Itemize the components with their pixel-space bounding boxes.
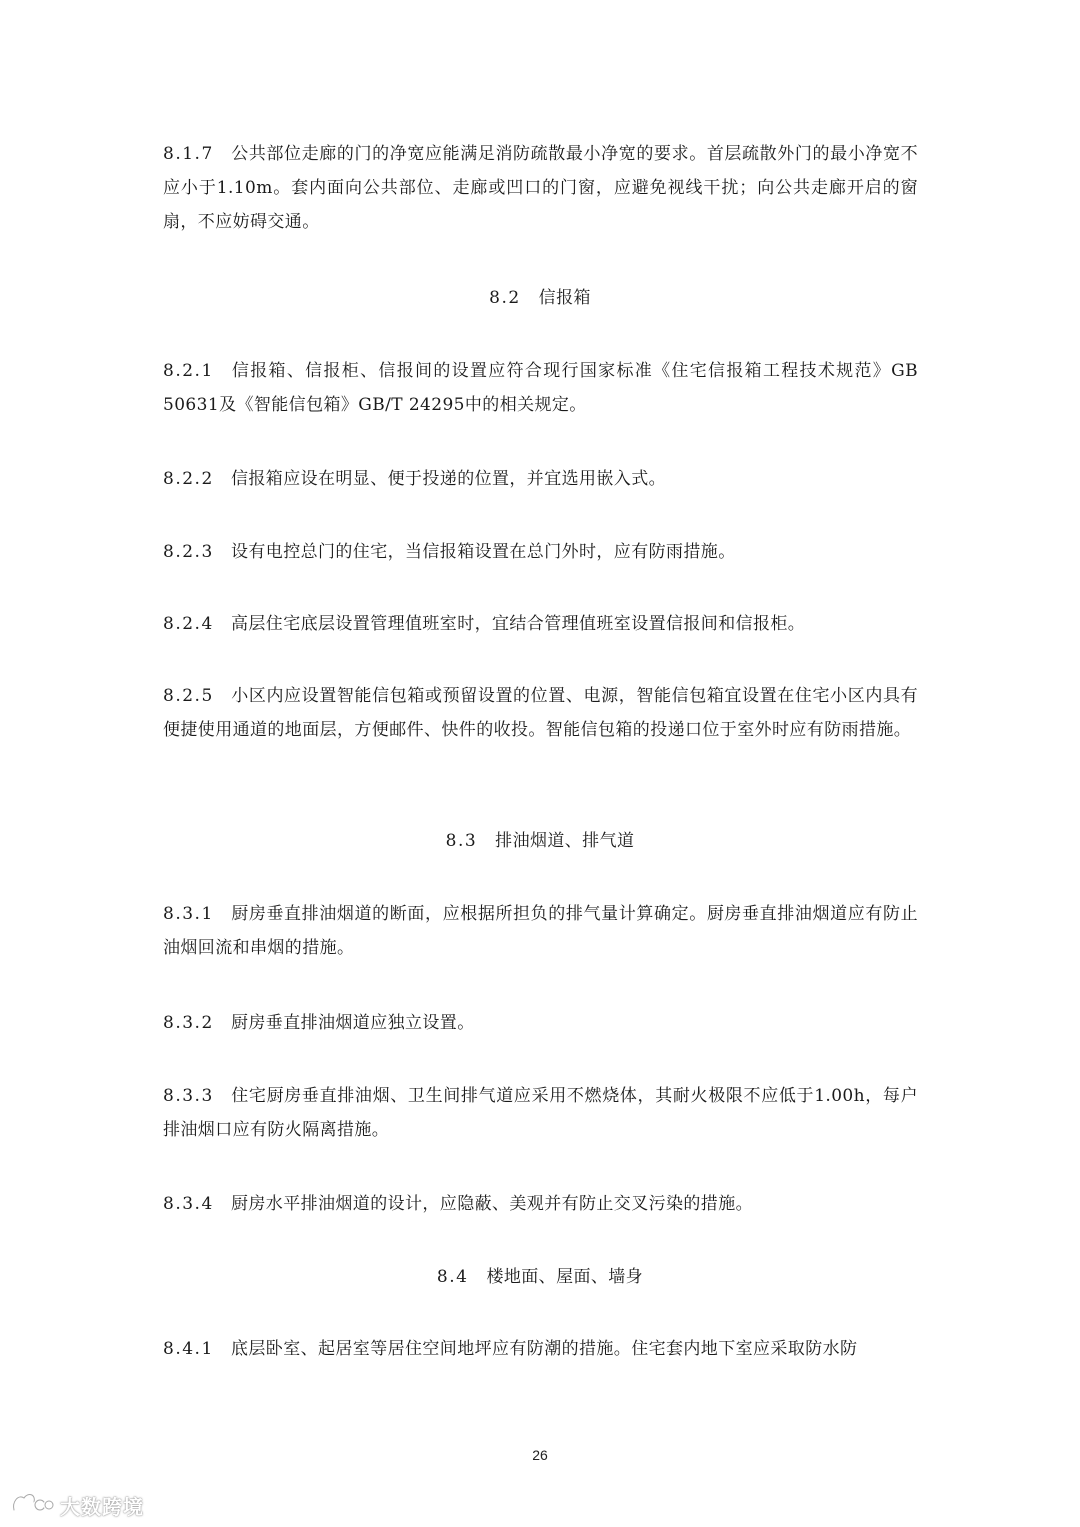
clause-number: 8.3.1 (163, 904, 214, 924)
watermark-text: 大数跨境 (60, 1494, 144, 1519)
section-heading-8-3 (0, 824, 1080, 858)
logo-icon (10, 1490, 54, 1520)
section-number: 8.4 (436, 1267, 469, 1287)
section-heading-8-2 (0, 281, 1080, 315)
clause-text: 信报箱应设在明显、便于投递的位置，并宜选用嵌入式。 (231, 469, 666, 489)
clause-text: 厨房水平排油烟道的设计，应隐蔽、美观并有防止交叉污染的措施。 (231, 1194, 753, 1214)
clause-number: 8.2.3 (163, 542, 214, 562)
clause-number: 8.2.5 (163, 686, 214, 706)
clause-8-1-7 (163, 137, 918, 239)
clause-text: 高层住宅底层设置管理值班室时，宜结合管理值班室设置信报间和信报柜。 (231, 614, 806, 634)
clause-number: 8.3.3 (163, 1086, 214, 1106)
clause-number: 8.4.1 (163, 1339, 214, 1359)
clause-8-3-4 (163, 1187, 918, 1221)
section-title: 楼地面、屋面、墙身 (486, 1267, 644, 1287)
watermark (10, 1490, 144, 1520)
section-title: 排油烟道、排气道 (495, 831, 635, 851)
clause-8-2-1 (163, 354, 918, 422)
page-number: 26 (532, 1447, 548, 1463)
section-title: 信报箱 (538, 288, 591, 308)
clause-8-2-5 (163, 679, 918, 747)
clause-8-2-4 (163, 607, 918, 641)
clause-text: 设有电控总门的住宅，当信报箱设置在总门外时，应有防雨措施。 (231, 542, 736, 562)
clause-8-2-2 (163, 462, 918, 496)
clause-8-3-2 (163, 1006, 918, 1040)
clause-number: 8.2.2 (163, 469, 214, 489)
clause-text: 厨房垂直排油烟道应独立设置。 (231, 1013, 475, 1033)
section-heading-8-4 (0, 1260, 1080, 1294)
clause-8-4-1 (163, 1332, 918, 1366)
clause-8-3-1 (163, 897, 918, 965)
clause-number: 8.1.7 (163, 144, 214, 164)
clause-text: 公共部位走廊的门的净宽应能满足消防疏散最小净宽的要求。首层疏散外门的最小净宽不应小于1.10m。套内面向公共部位、走廊或凹口的门窗，应避免视线干扰；向公共走廊开启的窗扇，不应妨碍交通。 (163, 144, 918, 232)
clause-8-3-3 (163, 1079, 918, 1147)
clause-number: 8.3.4 (163, 1194, 214, 1214)
section-number: 8.2 (489, 288, 521, 308)
clause-number: 8.2.4 (163, 614, 214, 634)
clause-text: 信报箱、信报柜、信报间的设置应符合现行国家标准《住宅信报箱工程技术规范》GB 50631及《智能信包箱》GB/T 24295中的相关规定。 (163, 361, 918, 415)
clause-text: 小区内应设置智能信包箱或预留设置的位置、电源，智能信包箱宜设置在住宅小区内具有便捷使用通道的地面层，方便邮件、快件的收投。智能信包箱的投递口位于室外时应有防雨措施。 (163, 686, 918, 740)
clause-text: 厨房垂直排油烟道的断面，应根据所担负的排气量计算确定。厨房垂直排油烟道应有防止油烟回流和串烟的措施。 (163, 904, 918, 958)
section-number: 8.3 (445, 831, 478, 851)
clause-text: 住宅厨房垂直排油烟、卫生间排气道应采用不燃烧体，其耐火极限不应低于1.00h，每户排油烟口应有防火隔离措施。 (163, 1086, 918, 1140)
clause-number: 8.3.2 (163, 1013, 214, 1033)
clause-text: 底层卧室、起居室等居住空间地坪应有防潮的措施。住宅套内地下室应采取防水防 (231, 1339, 858, 1359)
clause-number: 8.2.1 (163, 361, 214, 381)
clause-8-2-3 (163, 535, 918, 569)
